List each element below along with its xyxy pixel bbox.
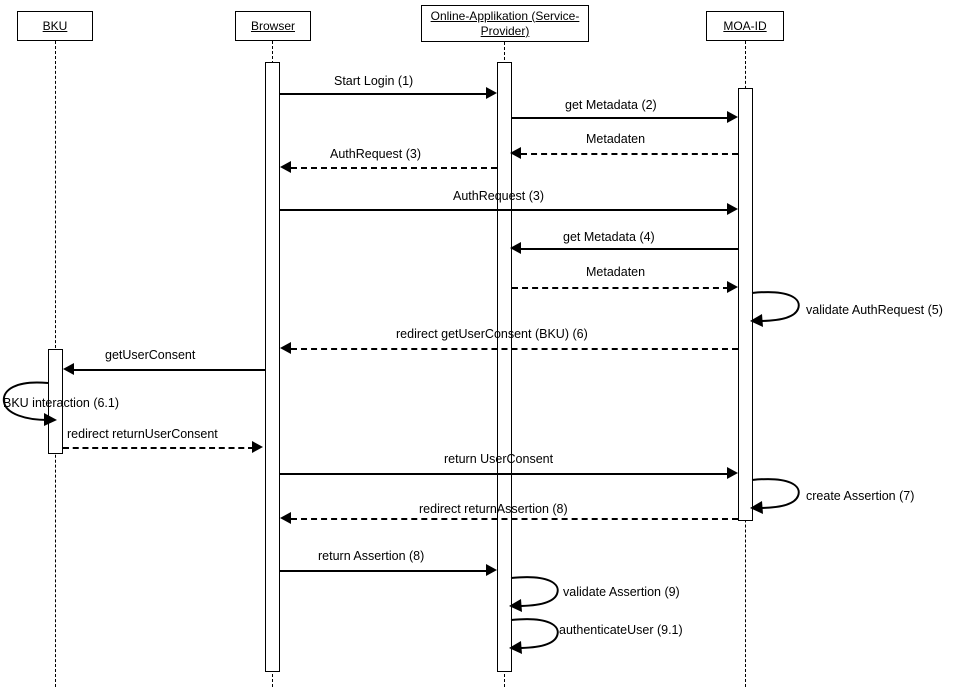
message-arrow-getuserconsent	[63, 363, 74, 375]
message-arrow-redirect-returnuserconsent	[252, 441, 263, 453]
self-message-arc-create-assertion	[750, 472, 812, 520]
message-arrow-return-userconsent	[727, 467, 738, 479]
message-line-redirect-returnassertion	[291, 518, 738, 520]
message-arrow-authrequest-3b	[727, 203, 738, 215]
lifeline-label-browser: Browser	[250, 18, 295, 33]
message-label-get-metadata-4: get Metadata (4)	[563, 230, 655, 244]
message-line-get-metadata-2	[512, 117, 729, 119]
message-line-redirect-getuserconsent	[291, 348, 738, 350]
self-message-label-bku-interaction: BKU interaction (6.1)	[3, 396, 120, 410]
lifeline-header-browser	[235, 11, 311, 41]
message-line-authrequest-3a	[291, 167, 497, 169]
message-arrow-metadaten-1	[510, 147, 521, 159]
message-line-getuserconsent	[74, 369, 265, 371]
message-arrow-redirect-getuserconsent	[280, 342, 291, 354]
message-label-getuserconsent: getUserConsent	[105, 348, 196, 362]
message-arrow-redirect-returnassertion	[280, 512, 291, 524]
message-arrow-get-metadata-4	[510, 242, 521, 254]
message-label-return-assertion: return Assertion (8)	[318, 549, 425, 563]
message-label-authrequest-3b: AuthRequest (3)	[453, 189, 545, 203]
message-label-get-metadata-2: get Metadata (2)	[565, 98, 657, 112]
message-line-get-metadata-4	[521, 248, 738, 250]
lifeline-label-service-provider: Online-Applikation (Service-Provider)	[430, 8, 580, 38]
message-label-metadaten-2: Metadaten	[586, 265, 646, 279]
lifeline-header-moa-id	[706, 11, 784, 41]
message-label-metadaten-1: Metadaten	[586, 132, 646, 146]
message-arrow-return-assertion	[486, 564, 497, 576]
message-line-return-userconsent	[280, 473, 729, 475]
message-line-start-login	[280, 93, 488, 95]
lifeline-header-service-provider	[421, 5, 589, 42]
message-label-redirect-returnuserconsent: redirect returnUserConsent	[67, 427, 218, 441]
message-arrow-get-metadata-2	[727, 111, 738, 123]
message-arrow-authrequest-3a	[280, 161, 291, 173]
self-message-label-validate-authrequest: validate AuthRequest (5)	[806, 303, 943, 317]
self-message-label-validate-assertion: validate Assertion (9)	[563, 585, 680, 599]
message-line-redirect-returnuserconsent	[63, 447, 254, 449]
message-label-authrequest-3a: AuthRequest (3)	[330, 147, 422, 161]
message-label-return-userconsent: return UserConsent	[444, 452, 554, 466]
activation-browser	[265, 62, 280, 672]
message-label-start-login: Start Login (1)	[334, 74, 414, 88]
self-message-arc-validate-authrequest	[750, 285, 812, 333]
message-line-metadaten-1	[521, 153, 738, 155]
message-label-redirect-getuserconsent: redirect getUserConsent (BKU) (6)	[396, 327, 588, 341]
lifeline-label-bku: BKU	[42, 18, 68, 33]
message-line-authrequest-3b	[280, 209, 729, 211]
lifeline-header-bku	[17, 11, 93, 41]
message-arrow-start-login	[486, 87, 497, 99]
self-message-label-authenticate-user: authenticateUser (9.1)	[559, 623, 683, 637]
message-label-redirect-returnassertion: redirect returnAssertion (8)	[419, 502, 568, 516]
self-message-label-create-assertion: create Assertion (7)	[806, 489, 915, 503]
lifeline-label-moa-id: MOA-ID	[723, 18, 767, 33]
self-message-arc-validate-assertion	[509, 570, 571, 618]
message-line-return-assertion	[280, 570, 488, 572]
message-line-metadaten-2	[512, 287, 729, 289]
message-arrow-metadaten-2	[727, 281, 738, 293]
